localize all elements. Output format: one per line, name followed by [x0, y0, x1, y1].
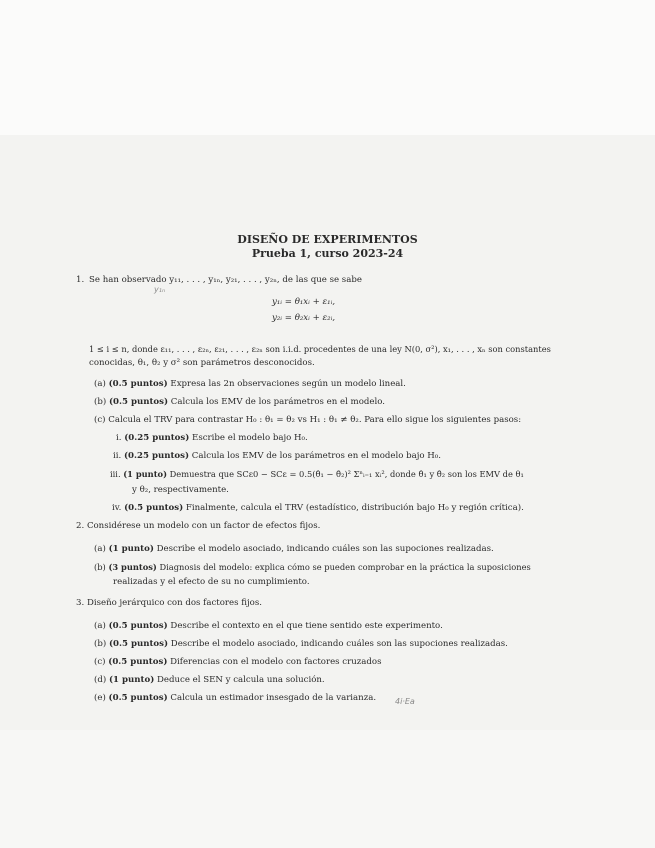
question-1-paragraph-cont: conocidas, θ₁, θ₂ y σ² son parámetros desconocidos. [89, 358, 315, 368]
question-2: 2. Considérese un modelo con un factor de efectos fijos. [76, 521, 321, 531]
document-subtitle: Prueba 1, curso 2023-24 [251, 247, 404, 260]
q1-subitem-iv: iv. (0.5 puntos) Finalmente, calcula el TRV (estadístico, distribución bajo H₀ y región crítica). [112, 503, 524, 513]
question-1-intro: Se han observado y₁₁, . . . , y₁ₙ, y₂₁, . . . , y₂ₙ, de las que se sabe [89, 275, 362, 285]
scan-margin-bottom [0, 730, 655, 848]
equation-2: y₂ᵢ = θ₂xᵢ + ε₂ᵢ, [272, 313, 336, 323]
q2-item-a: (a) (1 punto) Describe el modelo asociado, indicando cuáles son las supociones realizadas. [94, 544, 494, 554]
q2-item-b: (b) (3 puntos) Diagnosis del modelo: explica cómo se pueden comprobar en la práctica la suposiciones [94, 562, 531, 572]
question-1-paragraph: 1 ≤ i ≤ n, donde ε₁₁, . . . , ε₂ₙ, ε₂₁, . . . , ε₂ₙ son i.i.d. procedentes de una ley N(0, σ²), x₁, . . . , xₙ son constantes [89, 344, 551, 354]
q3-item-c: (c) (0.5 puntos) Diferencias con el modelo con factores cruzados [94, 657, 382, 667]
q1-subitem-iii: iii. (1 punto) Demuestra que SCε0 − SCε = 0.5(θ̂₁ − θ̂₂)² Σⁿᵢ₌₁ xᵢ², donde θ̂₁ y θ̂₂ son los EMV de θ₁ [110, 469, 524, 479]
scan-margin-top [0, 0, 655, 135]
q3-item-e: (e) (0.5 puntos) Calcula un estimador insesgado de la varianza. [94, 693, 377, 703]
question-1-number: 1. [76, 275, 85, 285]
equation-1: y₁ᵢ = θ₁xᵢ + ε₁ᵢ, [272, 297, 336, 307]
q1-subitem-iii-cont: y θ₂, respectivamente. [132, 485, 229, 495]
q3-item-b: (b) (0.5 puntos) Describe el modelo asociado, indicando cuáles son las supociones realizadas. [94, 639, 508, 649]
q3-item-d: (d) (1 punto) Deduce el SEN y calcula una solución. [94, 675, 325, 685]
q1-subitem-i: i. (0.25 puntos) Escribe el modelo bajo H₀. [116, 433, 308, 443]
q2-item-b-cont: realizadas y el efecto de su no cumplimiento. [113, 577, 310, 587]
q1-item-b: (b) (0.5 puntos) Calcula los EMV de los parámetros en el modelo. [94, 397, 385, 407]
q1-item-c: (c) Calcula el TRV para contrastar H₀ : θ₁ = θ₂ vs H₁ : θ₁ ≠ θ₂. Para ello sigue los siguientes pasos: [94, 415, 522, 425]
q1-subitem-ii: ii. (0.25 puntos) Calcula los EMV de los parámetros en el modelo bajo H₀. [113, 451, 441, 461]
q3-item-a: (a) (0.5 puntos) Describe el contexto en el que tiene sentido este experimento. [94, 621, 443, 631]
handwritten-note: y₁ₙ [154, 285, 166, 294]
document-title: DISEÑO DE EXPERIMENTOS [237, 233, 418, 246]
handwritten-scribble: 4i·Ea [395, 697, 415, 706]
q1-item-a: (a) (0.5 puntos) Expresa las 2n observaciones según un modelo lineal. [94, 379, 406, 389]
question-3: 3. Diseño jerárquico con dos factores fijos. [76, 598, 262, 608]
